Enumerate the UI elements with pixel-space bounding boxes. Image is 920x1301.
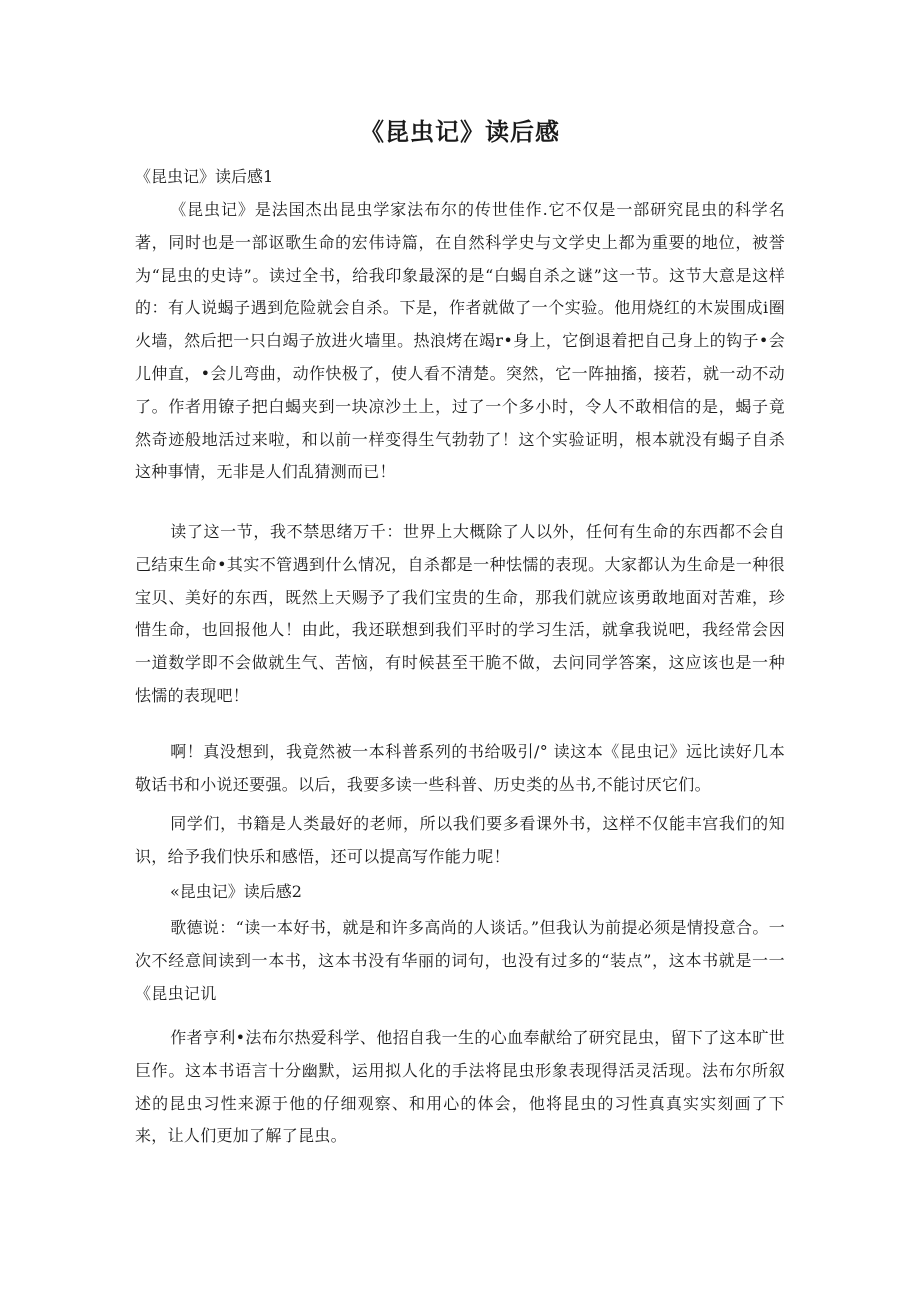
paragraph: 读了这一节，我不禁思绪万千：世界上大概除了人以外，任何有生命的东西都不会自己结束生命•其实不管遇到什么情况，自杀都是一种怯懦的表现。大家都认为生命是一种很宝贝、美好的东西，既然上天赐予了我们宝贵的生命，那我们就应该勇敢地面对苦难，珍惜生命，也回报他人！由此，我还联想到我们平时的学习生活，就拿我说吧，我经常会因一道数学即不会做就生气、苦恼，有时候甚至干脆不做，去问同学答案，这应该也是一种怯懦的表现吧！ [135, 522, 785, 705]
paragraph: 啊！真没想到，我竟然被一本科普系列的书给吸引/° 读这本《昆虫记》远比读好几本敬话书和小说还要强。以后，我要多读一些科普、历史类的丛书,不能讨厌它们。 [135, 742, 785, 794]
paragraph: 歌德说：“读一本好书，就是和许多高尚的人谈话。”但我认为前提必须是情投意合。一次不经意间读到一本书，这本书没有华丽的词句，也没有过多的“装点”，这本书就是一一《昆虫记讥 [135, 918, 785, 1003]
paragraph: 《昆虫记》是法国杰出昆虫学家法布尔的传世佳作.它不仅是一部研究昆虫的科学名著，同时也是一部讴歌生命的宏伟诗篇，在自然科学史与文学史上都为重要的地位，被誉为“昆虫的史诗”。读过全书，给我印象最深的是“白蝎自杀之谜”这一节。这节大意是这样的：有人说蝎子遇到危险就会自杀。下是，作者就做了一个实验。他用烧红的木炭围成i圈火墙，然后把一只白竭子放进火墙里。热浪烤在竭r•身上，它倒退着把自己身上的钩子•会儿伸直，•会儿弯曲，动作快极了，使人看不清楚。突然，它一阵抽搐，接若，就一动不动了。作者用镣子把白蝎夹到一块凉沙土上，过了一个多小时，令人不敢相信的是，蝎子竟然奇迹般地活过来啦，和以前一样变得生气勃勃了！这个实验证明，根本就没有蝎子自杀这种事情，无非是人们乱猜测而已！ [135, 200, 785, 482]
paragraph: 作者亨利•法布尔热爱科学、他招自我一生的心血奉献给了研究昆虫，留下了这本旷世巨作。这本书语言十分幽默，运用拟人化的手法将昆虫形象表现得活灵活现。法布尔所叙述的昆虫习性来源于他的仔细观察、和用心的体会，他将昆虫的习性真真实实刻画了下来，让人们更加了解了昆虫。 [135, 1028, 785, 1146]
paragraph: 同学们，书籍是人类最好的老师，所以我们要多看课外书，这样不仅能丰宫我们的知识，给予我们快乐和感悟，还可以提高写作能力呢！ [135, 814, 785, 866]
section-heading-2: «昆虫记》读后感2 [170, 882, 302, 901]
section-heading-1: 《昆虫记》读后感1 [135, 167, 274, 186]
document-title: 《昆虫记》读后感 [360, 118, 560, 146]
